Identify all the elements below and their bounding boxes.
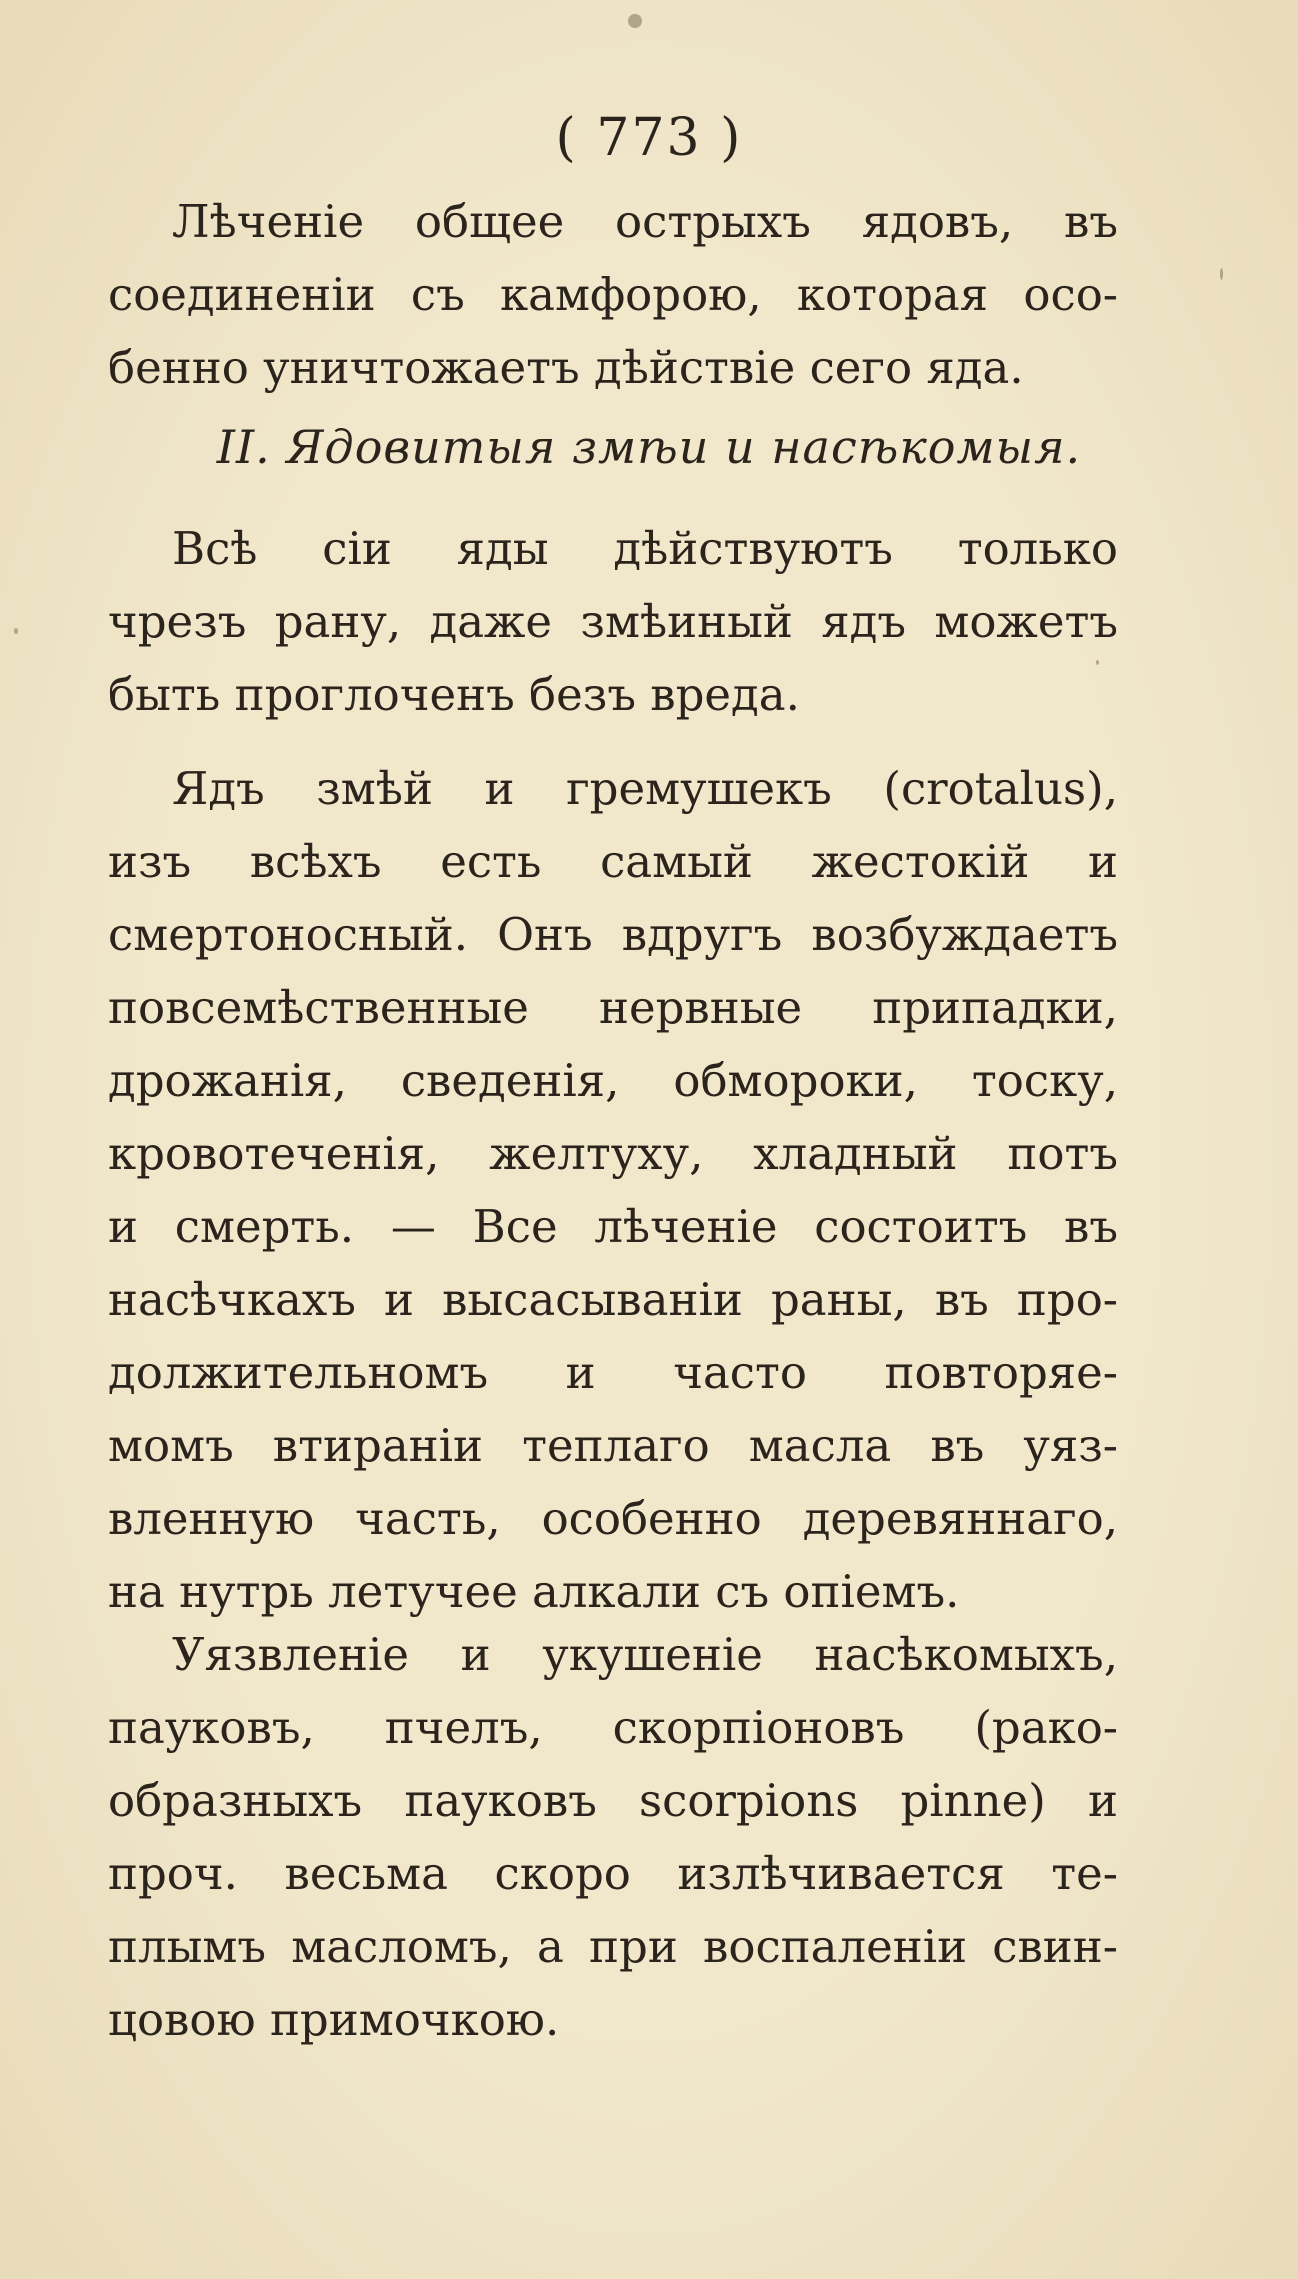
paragraph-line: и смерть. — Все лѣченіе состоитъ въ <box>108 1200 1118 1253</box>
paragraph-1 <box>108 185 1118 404</box>
paragraph-line: насѣчкахъ и высасываніи раны, въ про- <box>108 1273 1118 1326</box>
paragraph-line: плымъ масломъ, а при воспаленіи свин- <box>108 1920 1118 1973</box>
paragraph-line: проч. весьма скоро излѣчивается те- <box>108 1847 1118 1900</box>
paper-speck <box>628 14 642 28</box>
page-number: ( 773 ) <box>555 108 743 168</box>
paragraph-line: кровотеченія, желтуху, хладный потъ <box>108 1127 1118 1180</box>
paper-speck <box>14 628 18 634</box>
paper-speck <box>1220 268 1223 280</box>
paper-speck <box>1096 660 1099 665</box>
paragraph-line: вленную часть, особенно деревяннаго, <box>108 1492 1118 1545</box>
paragraph-line: чрезъ рану, даже змѣиный ядъ можетъ <box>108 595 1118 648</box>
paragraph-line: пауковъ, пчелъ, скорпіоновъ (рако- <box>108 1701 1118 1754</box>
paragraph-line: бенно уничтожаетъ дѣйствіе сего яда. <box>108 341 1024 394</box>
paragraph-line: дрожанія, сведенія, обмороки, тоску, <box>108 1054 1118 1107</box>
paragraph-3 <box>108 752 1118 1628</box>
paragraph-2 <box>108 512 1118 731</box>
paragraph-line: образныхъ пауковъ scorpions pinne) и <box>108 1774 1118 1827</box>
paragraph-line: быть проглоченъ безъ вреда. <box>108 668 800 721</box>
paragraph-line: должительномъ и часто повторяе- <box>108 1346 1118 1399</box>
paragraph-line: Уязвленіе и укушеніе насѣкомыхъ, <box>172 1628 1118 1681</box>
paragraph-line: Ядъ змѣй и гремушекъ (crotalus), <box>172 762 1118 815</box>
paragraph-line: Лѣченіе общее острыхъ ядовъ, въ <box>172 195 1118 248</box>
paragraph-line: изъ всѣхъ есть самый жестокій и <box>108 835 1118 888</box>
paragraph-line: повсемѣственные нервные припадки, <box>108 981 1118 1034</box>
section-heading: II. Ядовитыя змѣи и насѣкомыя. <box>216 420 1082 474</box>
paragraph-line: на нутрь летучее алкали съ опіемъ. <box>108 1565 960 1618</box>
paragraph-line: цовою примочкою. <box>108 1993 560 2046</box>
paragraph-line: момъ втираніи теплаго масла въ уяз- <box>108 1419 1118 1472</box>
paragraph-line: смертоносный. Онъ вдругъ возбуждаетъ <box>108 908 1118 961</box>
paragraph-line: Всѣ сіи яды дѣйствуютъ только <box>172 522 1118 575</box>
paragraph-4 <box>108 1618 1118 2056</box>
paragraph-line: соединеніи съ камфорою, которая осо- <box>108 268 1118 321</box>
